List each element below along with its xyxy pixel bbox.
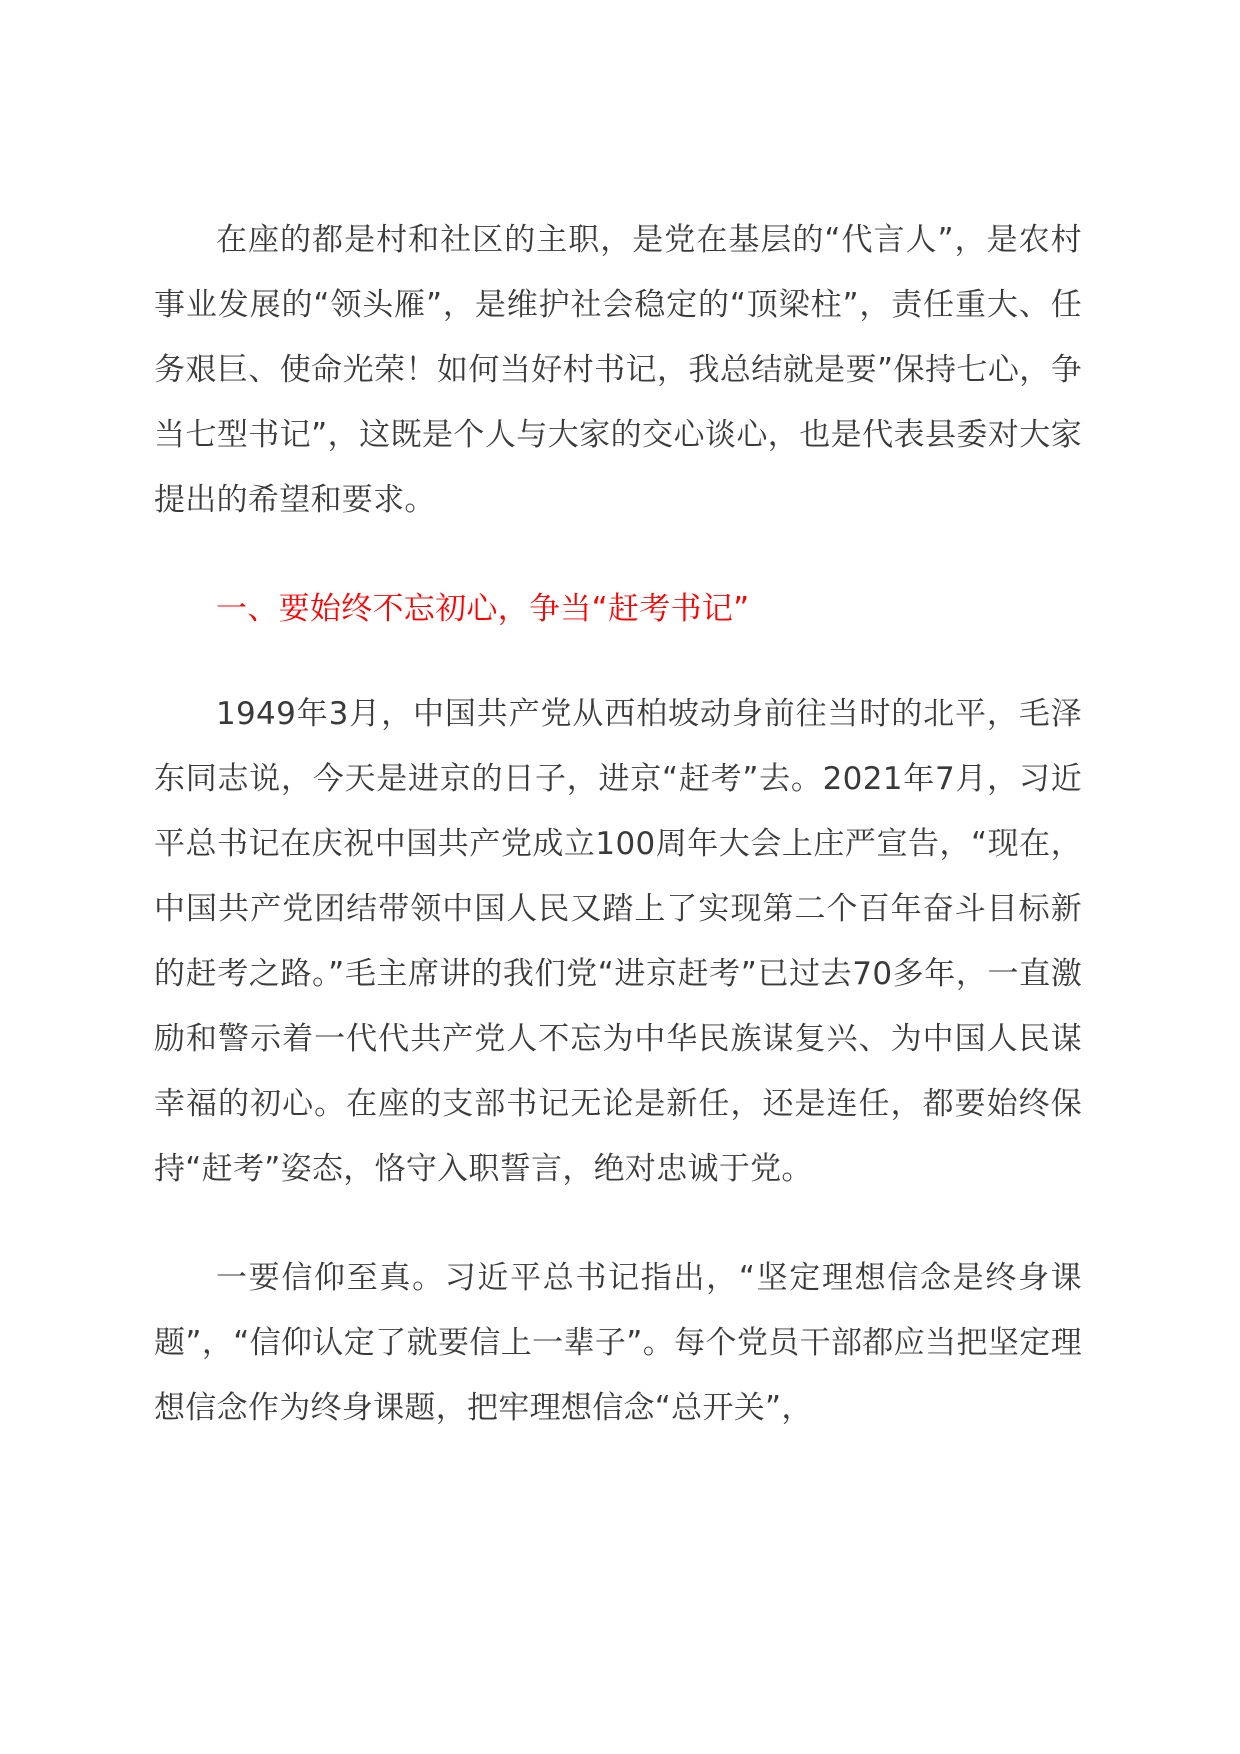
section-body-paragraph: 1949年3月，中国共产党从西柏坡动身前往当时的北平，毛泽东同志说，今天是进京的日子，进京“赶考”去。2021年7月，习近平总书记在庆祝中国共产党成立100周年大会上庄严宣告，“现在，中国共产党团结带领中国人民又踏上了实现第二个百年奋斗目标新的赶考之路。”毛主席讲的我们党“进京赶考”已过去70多年，一直激励和警示着一代代共产党人不忘为中华民族谋复兴、为中国人民谋幸福的初心。在座的支部书记无论是新任，还是连任，都要始终保持“赶考”姿态，恪守入职誓言，绝对忠诚于党。: [154, 696, 1082, 1187]
document-body: [154, 208, 1082, 1441]
intro-paragraph: 在座的都是村和社区的主职，是党在基层的“代言人”，是农村事业发展的“领头雁”，是维护社会稳定的“顶梁柱”，责任重大、任务艰巨、使命光荣！如何当好村书记，我总结就是要”保持七心，争当七型书记”，这既是个人与大家的交心谈心，也是代表县委对大家提出的希望和要求。: [154, 222, 1082, 518]
section-heading: 一、要始终不忘初心，争当“赶考书记”: [216, 591, 750, 627]
point-paragraph: 一要信仰至真。习近平总书记指出，“坚定理想信念是终身课题”，“信仰认定了就要信上一辈子”。每个党员干部都应当把坚定理想信念作为终身课题，把牢理想信念“总开关”，: [154, 1260, 1082, 1426]
